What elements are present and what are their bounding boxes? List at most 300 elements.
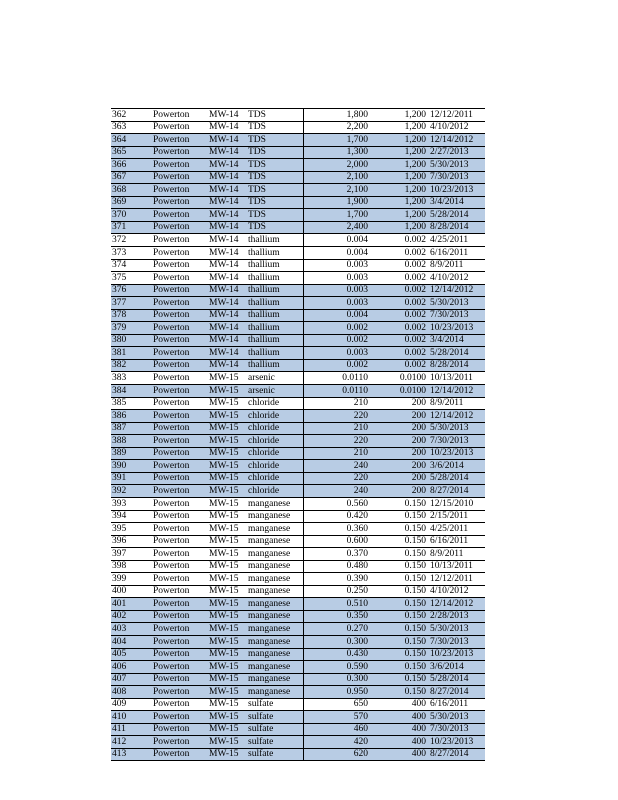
table-row (111, 610, 485, 623)
standard-cell: 200 (369, 447, 428, 460)
value-cell: 220 (304, 410, 370, 423)
date-cell: 5/30/2013 (428, 623, 485, 636)
row-number-cell: 377 (111, 297, 152, 310)
value-cell: 0.004 (304, 234, 370, 247)
row-number-cell: 390 (111, 460, 152, 473)
table-row (111, 334, 485, 347)
date-cell: 12/14/2012 (428, 598, 485, 611)
value-cell: 0.0110 (304, 385, 370, 398)
standard-cell: 0.150 (369, 648, 428, 661)
value-cell: 0.430 (304, 648, 370, 661)
table-row (111, 196, 485, 209)
date-cell: 10/23/2013 (428, 184, 485, 197)
table-row (111, 711, 485, 724)
site-cell: Powerton (152, 497, 208, 510)
row-number-cell: 362 (111, 109, 152, 122)
well-cell: MW-14 (208, 121, 247, 134)
date-cell: 6/16/2011 (428, 698, 485, 711)
row-number-cell: 367 (111, 171, 152, 184)
value-cell: 620 (304, 748, 370, 761)
site-cell: Powerton (152, 221, 208, 234)
date-cell: 10/13/2011 (428, 372, 485, 385)
site-cell: Powerton (152, 159, 208, 172)
table-row (111, 297, 485, 310)
parameter-cell: manganese (247, 548, 304, 561)
standard-cell: 0.150 (369, 560, 428, 573)
value-cell: 570 (304, 711, 370, 724)
parameter-cell: manganese (247, 573, 304, 586)
row-number-cell: 396 (111, 535, 152, 548)
site-cell: Powerton (152, 485, 208, 498)
row-number-cell: 382 (111, 359, 152, 372)
standard-cell: 0.0100 (369, 372, 428, 385)
well-cell: MW-15 (208, 485, 247, 498)
parameter-cell: sulfate (247, 748, 304, 761)
row-number-cell: 381 (111, 347, 152, 360)
well-cell: MW-14 (208, 259, 247, 272)
standard-cell: 0.150 (369, 510, 428, 523)
well-cell: MW-14 (208, 171, 247, 184)
well-cell: MW-15 (208, 397, 247, 410)
date-cell: 8/27/2014 (428, 748, 485, 761)
standard-cell: 0.150 (369, 635, 428, 648)
value-cell: 0.002 (304, 334, 370, 347)
standard-cell: 400 (369, 748, 428, 761)
standard-cell: 1,200 (369, 159, 428, 172)
standard-cell: 0.0100 (369, 385, 428, 398)
standard-cell: 0.002 (369, 322, 428, 335)
well-cell: MW-15 (208, 510, 247, 523)
standard-cell: 0.002 (369, 309, 428, 322)
standard-cell: 0.150 (369, 573, 428, 586)
table-row (111, 309, 485, 322)
date-cell: 12/15/2010 (428, 497, 485, 510)
parameter-cell: thallium (247, 309, 304, 322)
value-cell: 0.350 (304, 610, 370, 623)
parameter-cell: chloride (247, 447, 304, 460)
row-number-cell: 398 (111, 560, 152, 573)
standard-cell: 400 (369, 711, 428, 724)
parameter-cell: sulfate (247, 698, 304, 711)
date-cell: 2/27/2013 (428, 146, 485, 159)
site-cell: Powerton (152, 635, 208, 648)
table-row (111, 322, 485, 335)
date-cell: 10/23/2013 (428, 736, 485, 749)
site-cell: Powerton (152, 548, 208, 561)
date-cell: 5/28/2014 (428, 347, 485, 360)
row-number-cell: 403 (111, 623, 152, 636)
site-cell: Powerton (152, 171, 208, 184)
table-row (111, 585, 485, 598)
value-cell: 240 (304, 460, 370, 473)
site-cell: Powerton (152, 472, 208, 485)
well-cell: MW-15 (208, 447, 247, 460)
table-row (111, 272, 485, 285)
site-cell: Powerton (152, 322, 208, 335)
date-cell: 3/6/2014 (428, 661, 485, 674)
standard-cell: 0.002 (369, 284, 428, 297)
standard-cell: 0.002 (369, 234, 428, 247)
value-cell: 0.510 (304, 598, 370, 611)
standard-cell: 200 (369, 460, 428, 473)
table-row (111, 221, 485, 234)
value-cell: 0.004 (304, 309, 370, 322)
table-row (111, 497, 485, 510)
date-cell: 7/30/2013 (428, 723, 485, 736)
date-cell: 12/14/2012 (428, 410, 485, 423)
parameter-cell: chloride (247, 472, 304, 485)
row-number-cell: 387 (111, 422, 152, 435)
date-cell: 10/23/2013 (428, 447, 485, 460)
date-cell: 2/15/2011 (428, 510, 485, 523)
value-cell: 0.0110 (304, 372, 370, 385)
row-number-cell: 376 (111, 284, 152, 297)
well-cell: MW-14 (208, 184, 247, 197)
well-cell: MW-15 (208, 661, 247, 674)
value-cell: 0.300 (304, 635, 370, 648)
well-cell: MW-15 (208, 497, 247, 510)
site-cell: Powerton (152, 736, 208, 749)
standard-cell: 0.002 (369, 247, 428, 260)
site-cell: Powerton (152, 686, 208, 699)
parameter-cell: manganese (247, 623, 304, 636)
site-cell: Powerton (152, 272, 208, 285)
standard-cell: 0.150 (369, 548, 428, 561)
value-cell: 210 (304, 422, 370, 435)
site-cell: Powerton (152, 234, 208, 247)
standard-cell: 0.002 (369, 347, 428, 360)
well-cell: MW-15 (208, 623, 247, 636)
value-cell: 210 (304, 447, 370, 460)
row-number-cell: 393 (111, 497, 152, 510)
standard-cell: 0.002 (369, 272, 428, 285)
date-cell: 5/30/2013 (428, 711, 485, 724)
site-cell: Powerton (152, 748, 208, 761)
row-number-cell: 373 (111, 247, 152, 260)
table-row (111, 573, 485, 586)
date-cell: 5/28/2014 (428, 673, 485, 686)
row-number-cell: 389 (111, 447, 152, 460)
date-cell: 8/9/2011 (428, 397, 485, 410)
well-cell: MW-15 (208, 723, 247, 736)
date-cell: 5/30/2013 (428, 422, 485, 435)
standard-cell: 0.150 (369, 661, 428, 674)
well-cell: MW-15 (208, 736, 247, 749)
value-cell: 420 (304, 736, 370, 749)
date-cell: 4/10/2012 (428, 121, 485, 134)
value-cell: 1,700 (304, 209, 370, 222)
row-number-cell: 405 (111, 648, 152, 661)
site-cell: Powerton (152, 247, 208, 260)
row-number-cell: 395 (111, 523, 152, 536)
table-row (111, 560, 485, 573)
well-cell: MW-15 (208, 385, 247, 398)
table-row (111, 347, 485, 360)
row-number-cell: 378 (111, 309, 152, 322)
value-cell: 650 (304, 698, 370, 711)
value-cell: 2,000 (304, 159, 370, 172)
well-cell: MW-14 (208, 209, 247, 222)
standard-cell: 400 (369, 723, 428, 736)
row-number-cell: 413 (111, 748, 152, 761)
parameter-cell: manganese (247, 560, 304, 573)
site-cell: Powerton (152, 447, 208, 460)
parameter-cell: TDS (247, 221, 304, 234)
site-cell: Powerton (152, 259, 208, 272)
row-number-cell: 383 (111, 372, 152, 385)
value-cell: 1,800 (304, 109, 370, 122)
table-row (111, 209, 485, 222)
value-cell: 0.560 (304, 497, 370, 510)
table-row (111, 598, 485, 611)
parameter-cell: manganese (247, 535, 304, 548)
parameter-cell: manganese (247, 510, 304, 523)
parameter-cell: TDS (247, 159, 304, 172)
row-number-cell: 371 (111, 221, 152, 234)
standard-cell: 0.150 (369, 673, 428, 686)
value-cell: 0.420 (304, 510, 370, 523)
site-cell: Powerton (152, 523, 208, 536)
site-cell: Powerton (152, 334, 208, 347)
well-cell: MW-14 (208, 347, 247, 360)
standard-cell: 1,200 (369, 171, 428, 184)
row-number-cell: 401 (111, 598, 152, 611)
value-cell: 0.600 (304, 535, 370, 548)
standard-cell: 200 (369, 435, 428, 448)
standard-cell: 0.002 (369, 297, 428, 310)
parameter-cell: chloride (247, 410, 304, 423)
site-cell: Powerton (152, 573, 208, 586)
well-cell: MW-15 (208, 535, 247, 548)
row-number-cell: 374 (111, 259, 152, 272)
parameter-cell: manganese (247, 598, 304, 611)
value-cell: 220 (304, 435, 370, 448)
table-body (111, 109, 485, 761)
table-row (111, 472, 485, 485)
row-number-cell: 402 (111, 610, 152, 623)
row-number-cell: 368 (111, 184, 152, 197)
date-cell: 5/28/2014 (428, 472, 485, 485)
date-cell: 5/30/2013 (428, 297, 485, 310)
date-cell: 6/16/2011 (428, 247, 485, 260)
table-row (111, 723, 485, 736)
row-number-cell: 399 (111, 573, 152, 586)
value-cell: 0.300 (304, 673, 370, 686)
value-cell: 1,900 (304, 196, 370, 209)
row-number-cell: 379 (111, 322, 152, 335)
site-cell: Powerton (152, 109, 208, 122)
row-number-cell: 365 (111, 146, 152, 159)
value-cell: 0.003 (304, 272, 370, 285)
value-cell: 220 (304, 472, 370, 485)
well-cell: MW-14 (208, 146, 247, 159)
date-cell: 3/6/2014 (428, 460, 485, 473)
data-table (111, 108, 485, 761)
date-cell: 8/28/2014 (428, 221, 485, 234)
date-cell: 7/30/2013 (428, 309, 485, 322)
well-cell: MW-15 (208, 560, 247, 573)
standard-cell: 200 (369, 410, 428, 423)
standard-cell: 1,200 (369, 196, 428, 209)
table-row (111, 385, 485, 398)
table-row (111, 673, 485, 686)
date-cell: 10/23/2013 (428, 322, 485, 335)
parameter-cell: sulfate (247, 711, 304, 724)
row-number-cell: 386 (111, 410, 152, 423)
well-cell: MW-14 (208, 134, 247, 147)
row-number-cell: 364 (111, 134, 152, 147)
well-cell: MW-14 (208, 309, 247, 322)
site-cell: Powerton (152, 711, 208, 724)
value-cell: 0.003 (304, 284, 370, 297)
parameter-cell: thallium (247, 247, 304, 260)
site-cell: Powerton (152, 359, 208, 372)
parameter-cell: TDS (247, 146, 304, 159)
table-row (111, 146, 485, 159)
value-cell: 0.002 (304, 322, 370, 335)
standard-cell: 1,200 (369, 209, 428, 222)
site-cell: Powerton (152, 661, 208, 674)
site-cell: Powerton (152, 598, 208, 611)
standard-cell: 1,200 (369, 221, 428, 234)
standard-cell: 200 (369, 472, 428, 485)
value-cell: 0.950 (304, 686, 370, 699)
value-cell: 2,100 (304, 171, 370, 184)
table-row (111, 134, 485, 147)
row-number-cell: 409 (111, 698, 152, 711)
date-cell: 12/12/2011 (428, 109, 485, 122)
date-cell: 8/9/2011 (428, 259, 485, 272)
parameter-cell: manganese (247, 648, 304, 661)
site-cell: Powerton (152, 435, 208, 448)
standard-cell: 1,200 (369, 109, 428, 122)
site-cell: Powerton (152, 372, 208, 385)
value-cell: 2,400 (304, 221, 370, 234)
value-cell: 0.003 (304, 347, 370, 360)
well-cell: MW-14 (208, 322, 247, 335)
well-cell: MW-14 (208, 109, 247, 122)
table-row (111, 259, 485, 272)
parameter-cell: TDS (247, 196, 304, 209)
value-cell: 0.002 (304, 359, 370, 372)
well-cell: MW-14 (208, 247, 247, 260)
standard-cell: 0.150 (369, 610, 428, 623)
table-row (111, 748, 485, 761)
value-cell: 2,100 (304, 184, 370, 197)
date-cell: 12/14/2012 (428, 385, 485, 398)
date-cell: 5/28/2014 (428, 209, 485, 222)
standard-cell: 0.150 (369, 523, 428, 536)
parameter-cell: chloride (247, 460, 304, 473)
parameter-cell: sulfate (247, 736, 304, 749)
date-cell: 7/30/2013 (428, 435, 485, 448)
table-row (111, 109, 485, 122)
site-cell: Powerton (152, 510, 208, 523)
date-cell: 8/27/2014 (428, 686, 485, 699)
row-number-cell: 380 (111, 334, 152, 347)
site-cell: Powerton (152, 723, 208, 736)
well-cell: MW-14 (208, 159, 247, 172)
site-cell: Powerton (152, 410, 208, 423)
row-number-cell: 391 (111, 472, 152, 485)
date-cell: 7/30/2013 (428, 635, 485, 648)
parameter-cell: manganese (247, 585, 304, 598)
table-row (111, 635, 485, 648)
value-cell: 0.370 (304, 548, 370, 561)
value-cell: 0.250 (304, 585, 370, 598)
well-cell: MW-15 (208, 698, 247, 711)
well-cell: MW-15 (208, 422, 247, 435)
standard-cell: 1,200 (369, 146, 428, 159)
parameter-cell: thallium (247, 359, 304, 372)
value-cell: 1,700 (304, 134, 370, 147)
table-row (111, 686, 485, 699)
row-number-cell: 407 (111, 673, 152, 686)
table-row (111, 184, 485, 197)
parameter-cell: TDS (247, 121, 304, 134)
well-cell: MW-15 (208, 548, 247, 561)
table-row (111, 661, 485, 674)
site-cell: Powerton (152, 585, 208, 598)
table-row (111, 535, 485, 548)
parameter-cell: arsenic (247, 372, 304, 385)
row-number-cell: 385 (111, 397, 152, 410)
site-cell: Powerton (152, 673, 208, 686)
table-row (111, 736, 485, 749)
date-cell: 12/14/2012 (428, 284, 485, 297)
parameter-cell: thallium (247, 334, 304, 347)
value-cell: 0.480 (304, 560, 370, 573)
site-cell: Powerton (152, 560, 208, 573)
standard-cell: 0.150 (369, 535, 428, 548)
table-row (111, 397, 485, 410)
site-cell: Powerton (152, 284, 208, 297)
table-row (111, 523, 485, 536)
date-cell: 10/23/2013 (428, 648, 485, 661)
standard-cell: 0.150 (369, 686, 428, 699)
row-number-cell: 392 (111, 485, 152, 498)
row-number-cell: 412 (111, 736, 152, 749)
table-row (111, 410, 485, 423)
site-cell: Powerton (152, 146, 208, 159)
well-cell: MW-15 (208, 410, 247, 423)
row-number-cell: 397 (111, 548, 152, 561)
value-cell: 0.590 (304, 661, 370, 674)
table-row (111, 460, 485, 473)
well-cell: MW-15 (208, 610, 247, 623)
parameter-cell: thallium (247, 234, 304, 247)
parameter-cell: arsenic (247, 385, 304, 398)
parameter-cell: TDS (247, 171, 304, 184)
table-row (111, 359, 485, 372)
site-cell: Powerton (152, 422, 208, 435)
site-cell: Powerton (152, 535, 208, 548)
date-cell: 8/28/2014 (428, 359, 485, 372)
site-cell: Powerton (152, 460, 208, 473)
site-cell: Powerton (152, 134, 208, 147)
table-row (111, 247, 485, 260)
table-row (111, 548, 485, 561)
parameter-cell: thallium (247, 272, 304, 285)
date-cell: 4/10/2012 (428, 585, 485, 598)
parameter-cell: manganese (247, 673, 304, 686)
well-cell: MW-14 (208, 297, 247, 310)
row-number-cell: 410 (111, 711, 152, 724)
date-cell: 10/13/2011 (428, 560, 485, 573)
standard-cell: 0.150 (369, 623, 428, 636)
row-number-cell: 406 (111, 661, 152, 674)
well-cell: MW-15 (208, 472, 247, 485)
